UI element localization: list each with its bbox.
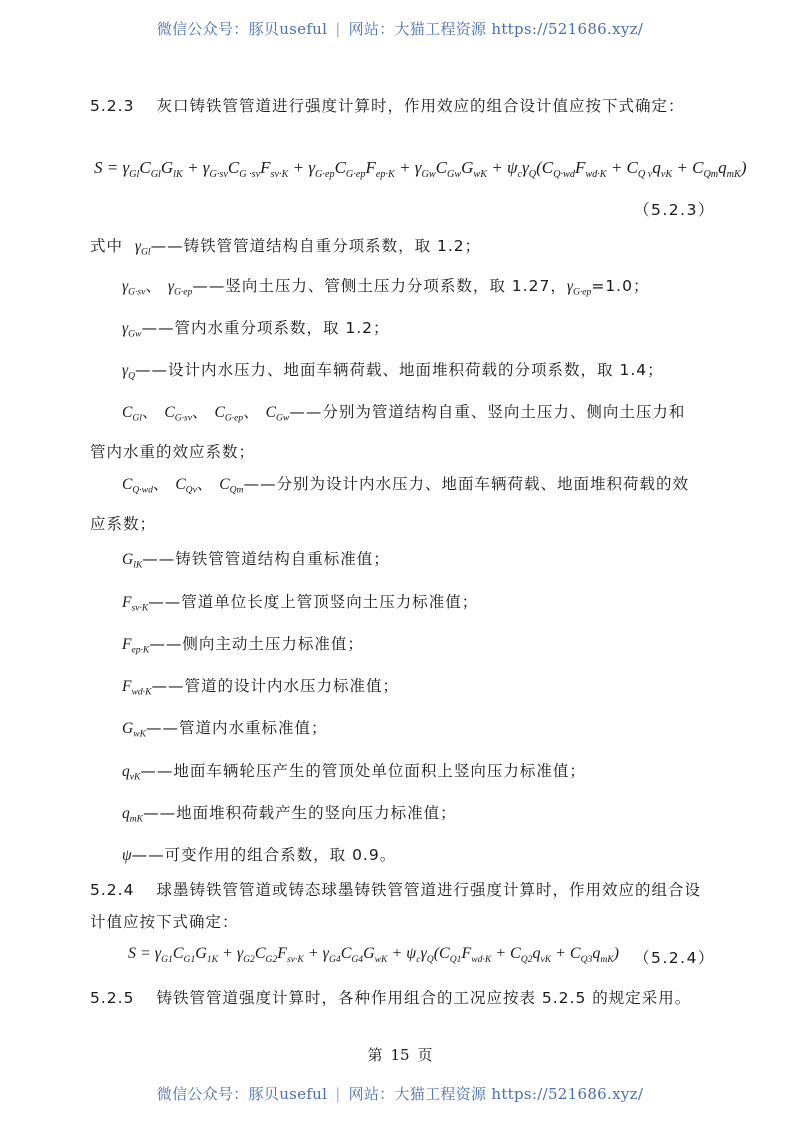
definition-gamma-q: $\gamma_Q——$设计内水压力、地面车辆荷载、地面堆积荷载的分项系数，取 1.4； (122, 361, 664, 382)
definition-psi: ψ——可变作用的组合系数，取 0.9。 (122, 846, 397, 864)
watermark-top (0, 18, 800, 39)
clause-text: 铸铁管管道强度计算时，各种作用组合的工况应按表 5.2.5 的规定采用。 (156, 989, 692, 1007)
equation-number-5-2-4: （5.2.4） (634, 949, 715, 967)
definition-gamma-gsv-gep: $\gamma_{G\cdot sv}$、 $\gamma_{G\cdot ep}——$竖向土压力、管侧土压力分项系数，取 1.27，$\gamma_{G\cdot ep}=1.0$； (122, 277, 650, 298)
definition-c-q-continuation: 应系数； (90, 515, 157, 533)
definition-q-mk: $q_{mK}——$地面堆积荷载产生的竖向压力标准值； (122, 804, 457, 825)
definition-g-lk: $G_{lK}——$铸铁管管道结构自重标准值； (122, 550, 390, 571)
clause-text: 灰口铸铁管管道进行强度计算时，作用效应的组合设计值应按下式确定： (156, 97, 685, 115)
definition-c-g: $C_{Gl}$、 $C_{G\cdot sv}$、 $C_{G\cdot ep}$、 $C_{Gw}——$分别为管道结构自重、竖向土压力、侧向土压力和 (122, 403, 686, 424)
formula-5-2-3: $S = \gamma_{Gl}C_{Gl}G_{lK} + \gamma_{G\cdot sv}C_{G \cdot sv}F_{sv\cdot K} + \gamma_{G\cdot ep}C_{G\cdot ep}F_{ep\cdot K} + \gamma_{Gw}C_{Gw}G_{wK} + \psi_c\gamma_Q(C_{Q\cdot wd}F_{wd\cdot K} + C_{Q v}q_{vK} + C_{Qm}q_{mK})$ (94, 158, 747, 181)
formula-5-2-4: $S = \gamma_{G1}C_{G1}G_{1K} + \gamma_{G2}C_{G2}F_{sv\cdot K} + \gamma_{G4}C_{G4}G_{wK} + \psi_c\gamma_Q(C_{Q1}F_{wd\cdot K} + C_{Q2}q_{vK} + C_{Q3}q_{mK})$ (128, 945, 619, 965)
clause-5-2-3 (90, 94, 684, 116)
watermark-site: 网站：大猫工程资源 https://521686.xyz/ (348, 1085, 644, 1103)
clause-text: 球墨铸铁管管道或铸态球墨铸铁管管道进行强度计算时，作用效应的组合设 (156, 881, 701, 899)
definition-c-g-continuation: 管内水重的效应系数； (90, 443, 256, 461)
definition-f-epk: $F_{ep\cdot K}——$侧向主动土压力标准值； (122, 635, 364, 656)
clause-number: 5.2.5 (90, 989, 135, 1007)
clause-number: 5.2.4 (90, 881, 135, 899)
definition-c-q: $C_{Q\cdot wd}$、 $C_{Qv}$、 $C_{Qm}——$分别为设计内水压力、地面车辆荷载、地面堆积荷载的效 (122, 475, 689, 496)
clause-number: 5.2.3 (90, 97, 135, 115)
watermark-separator: | (335, 20, 341, 38)
clause-5-2-4 (90, 878, 701, 900)
watermark-separator: | (335, 1085, 341, 1103)
definition-f-svk: $F_{sv\cdot K}——$管道单位长度上管顶竖向土压力标准值； (122, 593, 479, 614)
equation-number-5-2-3: （5.2.3） (634, 201, 715, 219)
definition-gamma-gw: $\gamma_{Gw}——$管内水重分项系数，取 1.2； (122, 319, 390, 340)
clause-5-2-5 (90, 986, 691, 1008)
definition-q-vk: $q_{vK}——$地面车辆轮压产生的管顶处单位面积上竖向压力标准值； (122, 762, 586, 783)
definition-g-wk: $G_{wK}——$管道内水重标准值； (122, 719, 328, 740)
page-number: 第 15 页 (367, 1046, 433, 1064)
watermark-bottom (0, 1083, 800, 1104)
definition-f-wdk: $F_{wd\cdot K}——$管道的设计内水压力标准值； (122, 677, 399, 698)
watermark-wechat: 微信公众号：豚贝useful (156, 1085, 328, 1103)
watermark-site: 网站：大猫工程资源 https://521686.xyz/ (348, 20, 644, 38)
clause-5-2-4-continuation: 计值应按下式确定： (90, 913, 239, 931)
watermark-wechat: 微信公众号：豚贝useful (156, 20, 328, 38)
definition-gamma-gl: 式中 $\gamma_{Gl}——$铸铁管管道结构自重分项系数，取 1.2； (90, 237, 482, 258)
